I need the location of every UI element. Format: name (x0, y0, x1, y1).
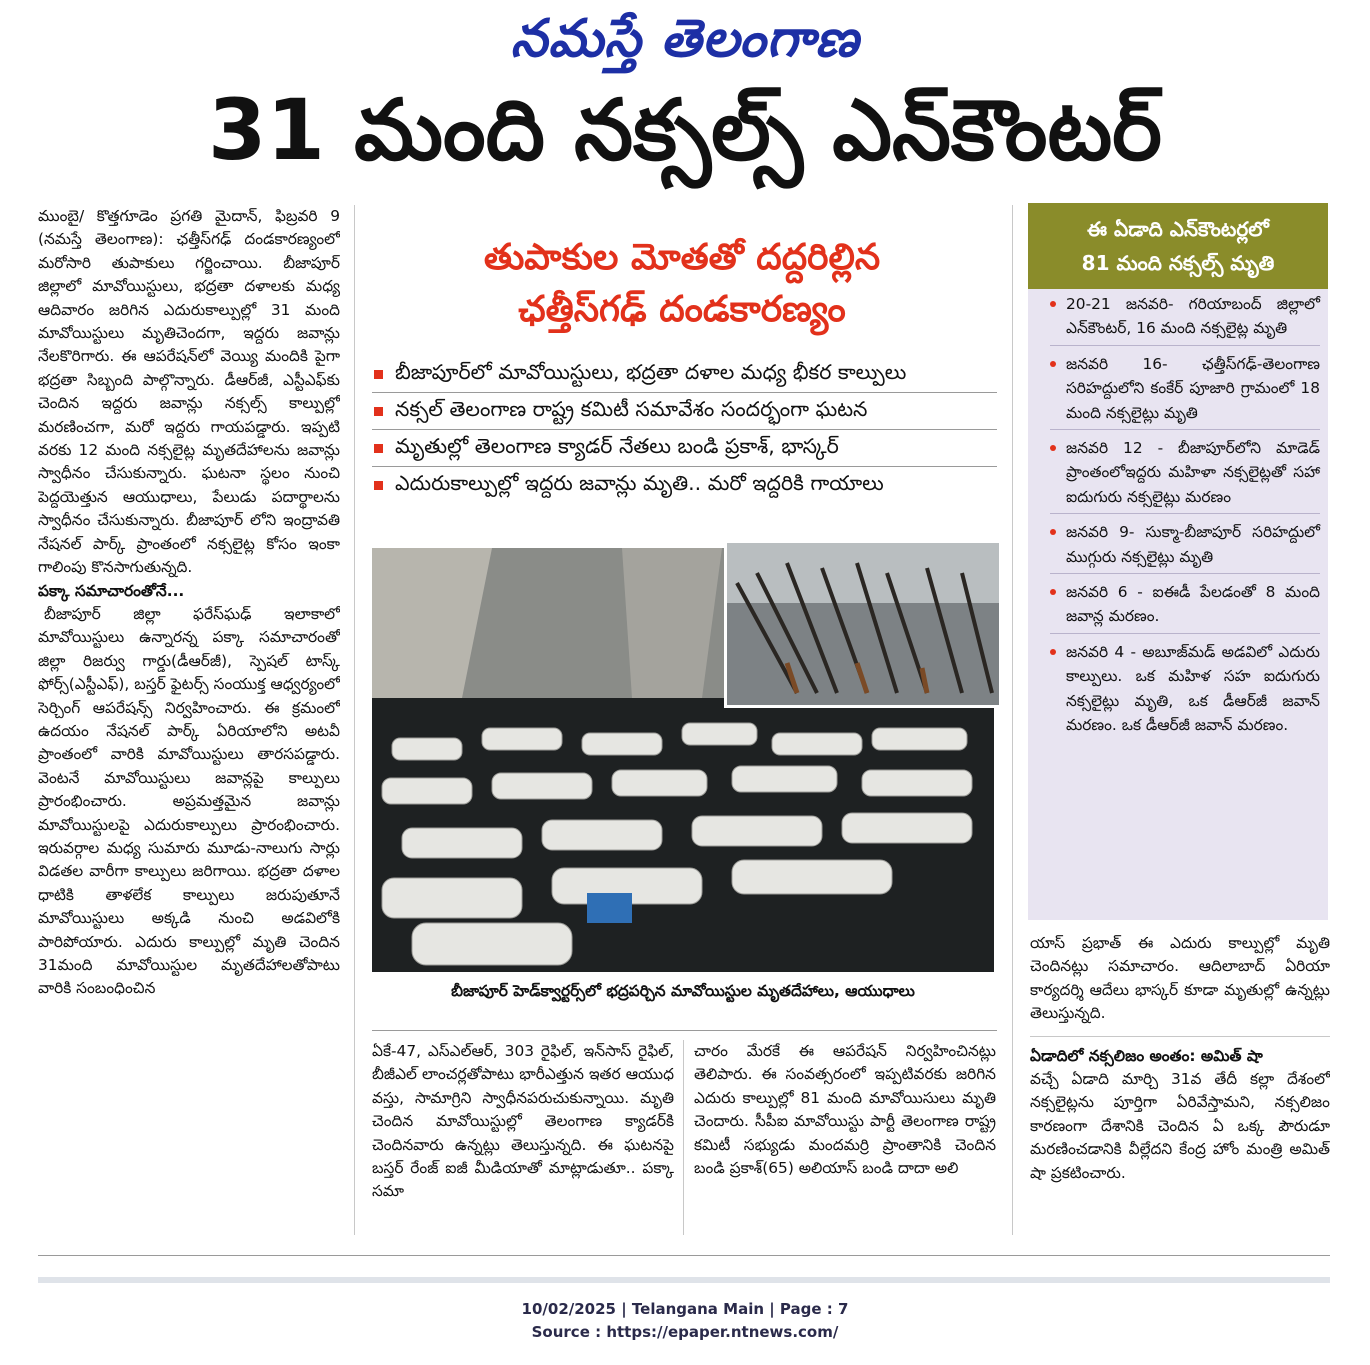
column-divider (683, 1040, 684, 1235)
main-headline: 31 మంది నక్సల్స్ ఎన్‌కౌంటర్ (208, 81, 1162, 179)
sidebar-divider (1050, 573, 1320, 574)
sidebar-list-item: జనవరి 9- సుక్మా-బీజాపూర్ సరిహద్దులో ముగ్గురు నక్సలైట్లు మృతి (1050, 520, 1320, 569)
sidebar-divider (1050, 633, 1320, 634)
bullet-dot-icon (1050, 361, 1056, 367)
bullet-dot-icon (1050, 649, 1056, 655)
square-bullet-icon (374, 407, 383, 416)
sub-headline-line: తుపాకుల మోతతో దద్దరిల్లిన (483, 237, 881, 278)
article-paragraph: బీజాపూర్ జిల్లా ఫరేస్‌ఘఢ్ ఇలాకాలో మావోయిస్టులు ఉన్నారన్న పక్కా సమాచారంతో జిల్లా రిజర్వు గార్డు(డీఆర్‌జీ), స్పెషల్ టాస్క్ ఫోర్స్(ఎస్టీఎఫ్), బస్తర్ ఫైటర్స్ సంయుక్త ఆధ్వర్యంలో సెర్చింగ్ ఆపరేషన్స్ నిర్వహించారు. ఈ క్రమంలో ఉదయం నేషనల్ పార్క్ ఏరియాలోని అటవీ ప్రాంతంలో వారికి మావోయిస్టులు తారసపడ్డారు. వెంటనే మావోయిస్టులు జవాన్లపై కాల్పులు ప్రారంభించారు. అప్రమత్తమైన జవాన్లు మావోయిస్టులపై ఎదురుకాల్పులు ప్రారంభించారు. ఇరువర్గాల మధ్య సుమారు మూడు-నాలుగు సార్లు విడతల వారీగా కాల్పులు జరిగాయి. భద్రతా దళాల ధాటికి తాళలేక కాల్పులు జరుపుతూనే మావోయిస్టులు అక్కడి నుంచి అడవిలోకి పారిపోయారు. ఎదురు కాల్పుల్లో మృతి చెందిన 31మంది మావోయిస్టుల మృతదేహాలతోపాటు వారికి సంబంధించిన (38, 604, 340, 998)
highlight-bullet: ఎదురుకాల్పుల్లో ఇద్దరు జవాన్లు మృతి.. మరో ఇద్దరికి గాయాలు (372, 467, 997, 503)
sidebar-list (1050, 292, 1320, 740)
page-bottom-rule (38, 1255, 1330, 1256)
page-source-link[interactable]: Source : https://epaper.ntnews.com/ (531, 1323, 839, 1341)
bullet-dot-icon (1050, 529, 1056, 535)
sub-headline-line: ఛత్తీస్‌గఢ్ దండకారణ్యం (518, 289, 846, 330)
caption-rule (372, 1030, 997, 1031)
left-column-article (38, 205, 340, 1235)
square-bullet-icon (374, 444, 383, 453)
article-paragraph: చారం మేరకే ఈ ఆపరేషన్ నిర్వహించినట్లు తెలిపారు. ఈ సంవత్సరంలో ఇప్పటివరకు జరిగిన ఎదురు కాల్పుల్లో 81 మంది మావోయిసులు మృతి చెందారు. సీపీఐ మావోయిస్టు పార్టీ తెలంగాణ రాష్ట్ర కమిటీ సభ్యుడు మందమర్రి ప్రాంతానికి చెందిన బండి ప్రకాశ్(65) అలియాస్ బండి దాదా అలి (694, 1042, 996, 1178)
sub-headline (372, 232, 992, 336)
sidebar-divider (1050, 345, 1320, 346)
article-subhead: పక్కా సమాచారంతోనే... (38, 581, 185, 600)
sidebar-list-item: జనవరి 12 - బీజాపూర్‌లోని మాడెడ్ ప్రాంతంలోఇద్దరు మహిళా నక్సలైట్లతో సహా ఐదుగురు నక్సలైట్లు మరణం (1050, 436, 1320, 509)
bullet-dot-icon (1050, 589, 1056, 595)
sidebar-list-item: జనవరి 6 - ఐఈడీ పేలడంతో 8 మంది జవాన్ల మరణం. (1050, 580, 1320, 629)
sidebar-title-line: 81 మంది నక్సల్స్ మృతి (1081, 251, 1275, 275)
highlight-bullets (372, 356, 997, 503)
article-subhead: ఏడాదిలో నక్సలిజం అంతం: అమిత్ షా (1030, 1046, 1263, 1065)
sidebar-list-item: జనవరి 16- ఛత్తీస్‌గఢ్-తెలంగాణ సరిహద్దులోని కంకేర్ పూజారి గ్రామంలో 18 మంది నక్సలైట్లు మృతి (1050, 352, 1320, 425)
right-column-article (1030, 932, 1330, 1237)
sidebar-list-item: జనవరి 4 - అబూజ్‌మడ్ అడవిలో ఎదురు కాల్పులు. ఒక మహిళ సహ ఐదుగురు నక్సలైట్లు మృతి, ఒక డీఆర్‌జీ జవాన్ మరణం. ఒక డీఆర్‌జీ జవాన్ మరణం. (1050, 640, 1320, 738)
bullet-dot-icon (1050, 445, 1056, 451)
sidebar-divider (1050, 429, 1320, 430)
square-bullet-icon (374, 481, 383, 490)
square-bullet-icon (374, 370, 383, 379)
sidebar-list-item: 20-21 జనవరి- గరియాబంద్ జిల్లాలో ఎన్‌కౌంటర్, 16 మంది నక్సలైట్ల మృతి (1050, 292, 1320, 341)
article-paragraph: వచ్చే ఏడాది మార్చి 31వ తేదీ కల్లా దేశంలో నక్సలైట్లను పూర్తిగా ఏరివేస్తామని, నక్సలిజం కారణంగా దేశానికి చెందిన ఏ ఒక్క పౌరుడూ మరణించడానికి వీల్లేదని కేంద్ర హోం మంత్రి అమిత్ షా ప్రకటించారు. (1030, 1070, 1330, 1182)
weapons-illustration (727, 543, 999, 705)
page-footer-info: 10/02/2025 | Telangana Main | Page : 7 (521, 1300, 849, 1318)
sidebar-title (1028, 203, 1328, 289)
article-paragraph: ఏకే-47, ఎస్ఎల్ఆర్, 303 రైఫిల్, ఇన్‌సాస్ రైఫిల్, బీజీఎల్ లాంచర్లతోపాటు భారీఎత్తున ఇతర ఆయుధ వస్తు, సామాగ్రిని స్వాధీనపరుచుకున్నాయి. మృతి చెందిన మావోయిస్టుల్లో తెలంగాణ క్యాడర్‌కి చెందినవారు ఉన్నట్లు తెలుస్తున్నది. ఈ ఘటనపై బస్తర్ రేంజ్ ఐజీ మీడియాతో మాట్లాడుతూ.. పక్కా సమా (372, 1042, 674, 1201)
article-paragraph: యాస్ ప్రభాత్ ఈ ఎదురు కాల్పుల్లో మృతి చెందినట్లు సమాచారం. ఆదిలాబాద్ ఏరియా కార్యదర్శి ఆదేలు భాస్కర్ కూడా మృతుల్లో ఉన్నట్లు తెలుస్తున్నది. (1030, 934, 1330, 1023)
right-divider (1030, 1036, 1330, 1037)
middle-column-right (694, 1040, 996, 1240)
article-paragraph: ముంబై/ కొత్తగూడెం ప్రగతి మైదాన్, ఫిబ్రవరి 9 (నమస్తే తెలంగాణ): ఛత్తీస్‌గఢ్ దండకారణ్యంలో మరోసారి తుపాకులు గర్జించాయి. బీజాపూర్ జిల్లాలో మావోయిస్టులు, భద్రతా దళాలకు మధ్య ఆదివారం జరిగిన ఎదురుకాల్పుల్లో 31 మంది మావోయిస్టులు మృతిచెందగా, ఇద్దరు జవాన్లు నేలకొరిగారు. ఈ ఆపరేషన్‌లో వెయ్యి మందికి పైగా భద్రతా సిబ్బంది పాల్గొన్నారు. డీఆర్‌జీ, ఎస్టీఎఫ్‌కు చెందిన ఇద్దరు జవాన్లు నక్సల్స్ కాల్పుల్లో మరణించగా, మరో ఇద్దరు గాయపడ్డారు. ఇప్పటి వరకు 12 మంది నక్సలైట్ల మృతదేహాలను జవాన్లు స్వాధీనం చేసుకున్నారు. ఘటనా స్థలం నుంచి పెద్దయెత్తున ఆయుధాలు, పేలుడు పదార్థాలను స్వాధీనం చేసుకున్నారు. బీజాపూర్ లోని ఇంద్రావతి నేషనల్ పార్క్ ప్రాంతంలో నక్సలైట్ల కోసం ఇంకా గాలింపు కొనసాగుతున్నది. (38, 207, 340, 577)
middle-column-left (372, 1040, 674, 1240)
sidebar-title-line: ఈ ఏడాది ఎన్‌కౌంటర్లలో (1087, 217, 1269, 241)
bullet-dot-icon (1050, 301, 1056, 307)
news-photo-weapons (724, 540, 1002, 708)
highlight-bullet: మృతుల్లో తెలంగాణ క్యాడర్ నేతలు బండి ప్రకాశ్, భాస్కర్ (372, 430, 997, 467)
highlight-bullet: నక్సల్ తెలంగాణ రాష్ట్ర కమిటీ సమావేశం సందర్భంగా ఘటన (372, 393, 997, 430)
column-divider (354, 205, 355, 1235)
sidebar-divider (1050, 513, 1320, 514)
newspaper-masthead: నమస్తే తెలంగాణ (510, 8, 860, 69)
footer-bar (38, 1277, 1330, 1283)
column-divider (1012, 205, 1013, 1235)
highlight-bullet: బీజాపూర్‌లో మావోయిస్టులు, భద్రతా దళాల మధ్య భీకర కాల్పులు (372, 356, 997, 393)
photo-caption: బీజాపూర్ హెడ్‌క్వార్టర్స్‌లో భద్రపర్చిన మావోయిస్టుల మృతదేహాలు, ఆయుధాలు (451, 982, 915, 1000)
